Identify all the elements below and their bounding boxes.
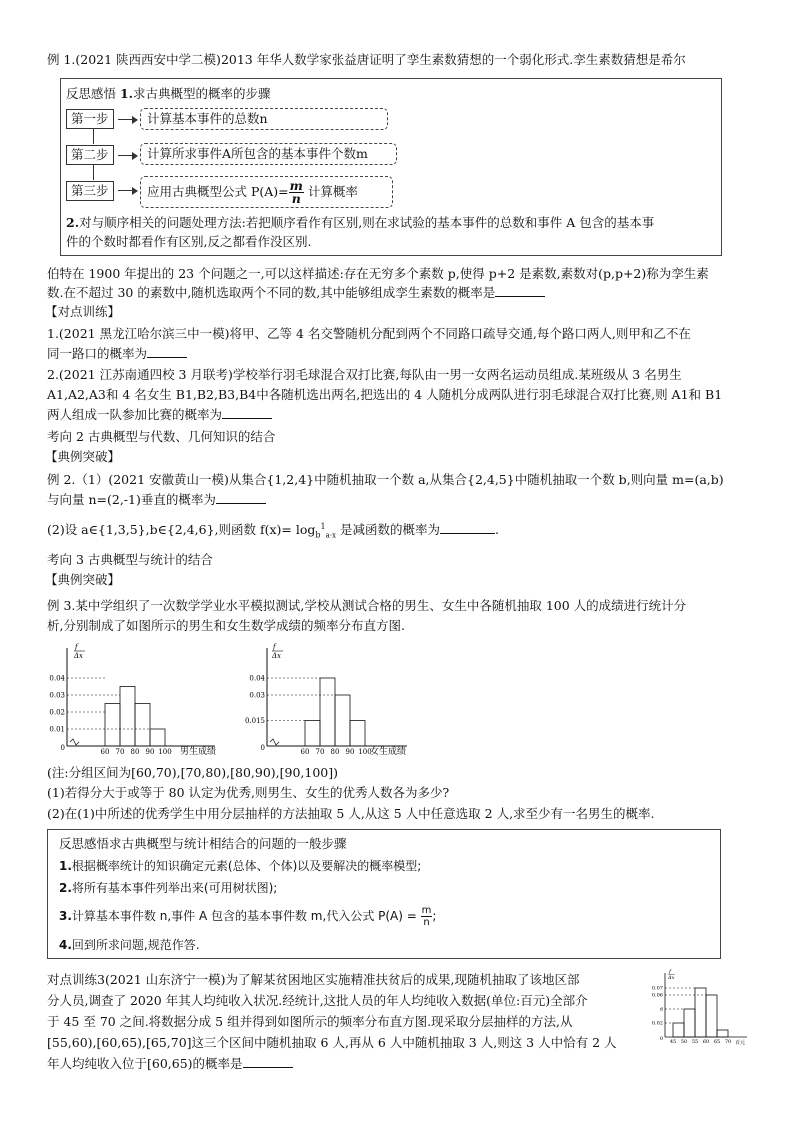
y-tick-label: 0.07	[651, 985, 663, 992]
example3-note: (注:分组区间为[60,70),[70,80),[80,90),[90,100])	[47, 765, 338, 780]
y-tick-label: 0.03	[249, 691, 265, 700]
female-histogram	[237, 638, 417, 758]
histogram-bar	[150, 729, 165, 746]
training3-line1: 对点训练3(2021 山东济宁一模)为了解某贫困地区实施精准扶贫后的成果,现随机抽取了该地区部	[47, 972, 580, 987]
example3-q2: (2)在(1)中所述的优秀学生中用分层抽样的方法抽取 5 人,从这 5 人中任意选取 2 人,求至少有一名男生的概率.	[47, 806, 655, 821]
example1-line1: 例 1.(2021 陕西西安中学二模)2013 年华人数学家张益唐证明了孪生素数猜想的一个弱化形式.孪生素数猜想是希尔	[47, 52, 686, 67]
x-tick-label: 100	[358, 748, 372, 756]
example3-line2: 析,分别制成了如图所示的男生和女生数学成绩的频率分布直方图.	[47, 618, 405, 633]
training1-header: 【对点训练】	[45, 304, 121, 319]
example3-q1: (1)若得分大于或等于 80 认定为优秀,则男生、女生的优秀人数各为多少?	[47, 785, 450, 800]
income-histogram	[651, 965, 755, 1046]
male-ylabel: f	[75, 643, 78, 651]
step1-label: 第一步	[66, 109, 114, 129]
topic3-title: 考向 3 古典概型与统计的结合	[47, 552, 213, 567]
step1-connector	[93, 128, 94, 144]
y-tick-label: 0.03	[49, 691, 65, 700]
step3-formula: 应用古典概型公式 P(A)= $\frac{m}{n}$ 计算概率	[140, 176, 393, 208]
svg-text:0: 0	[659, 1036, 663, 1042]
training1-q2-line2: A1,A2,A3和 4 名女生 B1,B2,B3,B4中各随机选出两名,把选出的 4 人随机分成两队进行羽毛球混合双打比赛,则 A1和 B1	[47, 387, 723, 402]
x-tick-label: 50	[680, 1039, 688, 1045]
step2-arrow	[118, 155, 137, 156]
histogram-bar	[305, 721, 320, 747]
svg-text:Δx: Δx	[668, 975, 675, 981]
x-tick-label: 80	[130, 748, 140, 756]
answer-blank[interactable]	[147, 357, 187, 358]
answer-blank[interactable]	[495, 296, 545, 297]
x-tick-label: 70	[315, 748, 325, 756]
x-tick-label: 65	[713, 1039, 721, 1045]
female-xlabel: 女生成绩	[370, 747, 407, 757]
step3-label: 第三步	[66, 181, 114, 201]
box2-item3: 3.计算基本事件数 n,事件 A 包含的基本事件数 m,代入公式 P(A) = $\frac{m}{n}$ ;	[59, 905, 437, 928]
training3-line2: 分人员,调查了 2020 年其人均纯收入状况.经统计,这批人员的年人均纯收入数据(单位:百元)全部介	[47, 993, 588, 1008]
svg-text:Δx: Δx	[272, 652, 282, 660]
svg-text:0: 0	[60, 744, 65, 752]
answer-blank[interactable]	[243, 1067, 293, 1068]
svg-text:f: f	[273, 643, 276, 651]
reflection-box-1	[60, 78, 722, 256]
example2-line1: 例 2.（1）(2021 安徽黄山一模)从集合{1,2,4}中随机抽取一个数 a,从集合{2,4,5}中随机抽取一个数 b,则向量 m=(a,b)	[47, 472, 724, 487]
box2-title: 反思感悟求古典概型与统计相结合的问题的一般步骤	[59, 836, 347, 851]
x-tick-label: 60	[702, 1039, 710, 1045]
step2-text: 计算所求事件A所包含的基本事件个数m	[140, 143, 397, 165]
histogram-bar	[350, 721, 365, 747]
topic2-title: 考向 2 古典概型与代数、几何知识的结合	[47, 429, 276, 444]
histogram-bar	[695, 988, 706, 1037]
training1-q1-line1: 1.(2021 黑龙江哈尔滨三中一模)将甲、乙等 4 名交警随机分配到两个不同路口疏导交通,每个路口两人,则甲和乙不在	[47, 326, 691, 341]
training3-line5: 年人均纯收入位于[60,65)的概率是	[47, 1055, 293, 1072]
y-tick-label: 0.015	[244, 716, 265, 725]
example2-line3: (2)设 a∈{1,3,5},b∈{2,4,6},则函数 $f(x)= \log_b^1_{a\cdot x}$ 是减函数的概率为 .	[47, 522, 499, 540]
y-tick-label: 0.02	[49, 708, 65, 717]
answer-blank[interactable]	[222, 418, 272, 419]
topic2-header: 【典例突破】	[45, 449, 121, 464]
svg-text:0: 0	[260, 744, 265, 752]
male-histogram	[45, 638, 220, 758]
x-tick-label: 60	[100, 748, 110, 756]
x-tick-label: 80	[330, 748, 340, 756]
y-tick-label: 0.02	[651, 1020, 663, 1027]
male-axes	[61, 643, 215, 752]
histogram-bar	[105, 704, 120, 747]
histogram-bar	[706, 995, 717, 1037]
box1-title: 反思感悟 1.求古典概型的概率的步骤	[66, 86, 271, 101]
y-tick-label: d	[659, 1006, 663, 1013]
box2-item4: 4.回到所求问题,规范作答.	[59, 938, 200, 952]
x-tick-label: 45	[669, 1039, 677, 1045]
example2-line2: 与向量 n=(2,-1)垂直的概率为	[47, 491, 266, 508]
x-tick-label: 55	[691, 1039, 699, 1045]
histogram-bar	[335, 695, 350, 746]
training3-line4: [55,60),[60,65),[65,70]这三个区间中随机抽取 6 人,再从 6 人中随机抽取 3 人,则这 3 人中恰有 2 人	[47, 1035, 617, 1050]
x-tick-label: 90	[145, 748, 155, 756]
y-tick-label: 0.04	[49, 674, 65, 683]
histogram-bar	[717, 1030, 728, 1037]
x-tick-label: 60	[300, 748, 310, 756]
male-xlabel: 男生成绩	[180, 747, 217, 757]
income-xlabel: 百元	[735, 1040, 746, 1046]
training1-q1-line2: 同一路口的概率为	[47, 345, 187, 362]
step2-connector	[93, 164, 94, 180]
y-tick-label: 0.01	[49, 725, 65, 734]
step2-label: 第二步	[66, 145, 114, 165]
x-tick-label: 70	[724, 1039, 732, 1045]
example1-line2: 伯特在 1900 年提出的 23 个问题之一,可以这样描述:存在无穷多个素数 p,使得 p+2 是素数,素数对(p,p+2)称为孪生素	[47, 266, 709, 281]
example1-line3: 数.在不超过 30 的素数中,随机选取两个不同的数,其中能够组成孪生素数的概率是	[47, 284, 545, 301]
example3-line1: 例 3.某中学组织了一次数学学业水平模拟测试,学校从测试合格的男生、女生中各随机抽取 100 人的成绩进行统计分	[47, 598, 687, 613]
step1-arrow	[118, 119, 137, 120]
box1-note: 2.对与顺序相关的问题处理方法:若把顺序看作有区别,则在求试验的基本事件的总数和事件 A 包含的基本事 件的个数时都看作有区别,反之都看作没区别.	[66, 215, 655, 249]
histogram-bar	[684, 1009, 695, 1037]
box2-item1: 1.根据概率统计的知识确定元素(总体、个体)以及要解决的概率模型;	[59, 859, 422, 873]
answer-blank[interactable]	[440, 533, 495, 534]
svg-text:f: f	[669, 969, 671, 975]
step1-text: 计算基本事件的总数n	[140, 108, 388, 130]
training3-line3: 于 45 至 70 之间.将数据分成 5 组并得到如图所示的频率分布直方图.现采取分层抽样的方法,从	[47, 1014, 573, 1029]
histogram-bar	[673, 1023, 684, 1037]
training1-q2-line3: 两人组成一队参加比赛的概率为	[47, 406, 272, 423]
reflection-box-2	[47, 829, 721, 959]
x-tick-label: 70	[115, 748, 125, 756]
histogram-bar	[135, 704, 150, 747]
training1-q2-line1: 2.(2021 江苏南通四校 3 月联考)学校举行羽毛球混合双打比赛,每队由一男一女两名运动员组成.某班级从 3 名男生	[47, 367, 682, 382]
histogram-bar	[120, 687, 135, 747]
x-tick-label: 90	[345, 748, 355, 756]
female-axes	[261, 643, 407, 752]
topic3-header: 【典例突破】	[45, 572, 121, 587]
svg-text:Δx: Δx	[74, 652, 84, 660]
y-tick-label: 0.06	[651, 992, 663, 999]
step3-arrow	[118, 190, 137, 191]
x-tick-label: 100	[158, 748, 172, 756]
histogram-bar	[320, 678, 335, 746]
answer-blank[interactable]	[216, 503, 266, 504]
y-tick-label: 0.04	[249, 674, 265, 683]
box2-item2: 2.将所有基本事件列举出来(可用树状图);	[59, 881, 278, 895]
